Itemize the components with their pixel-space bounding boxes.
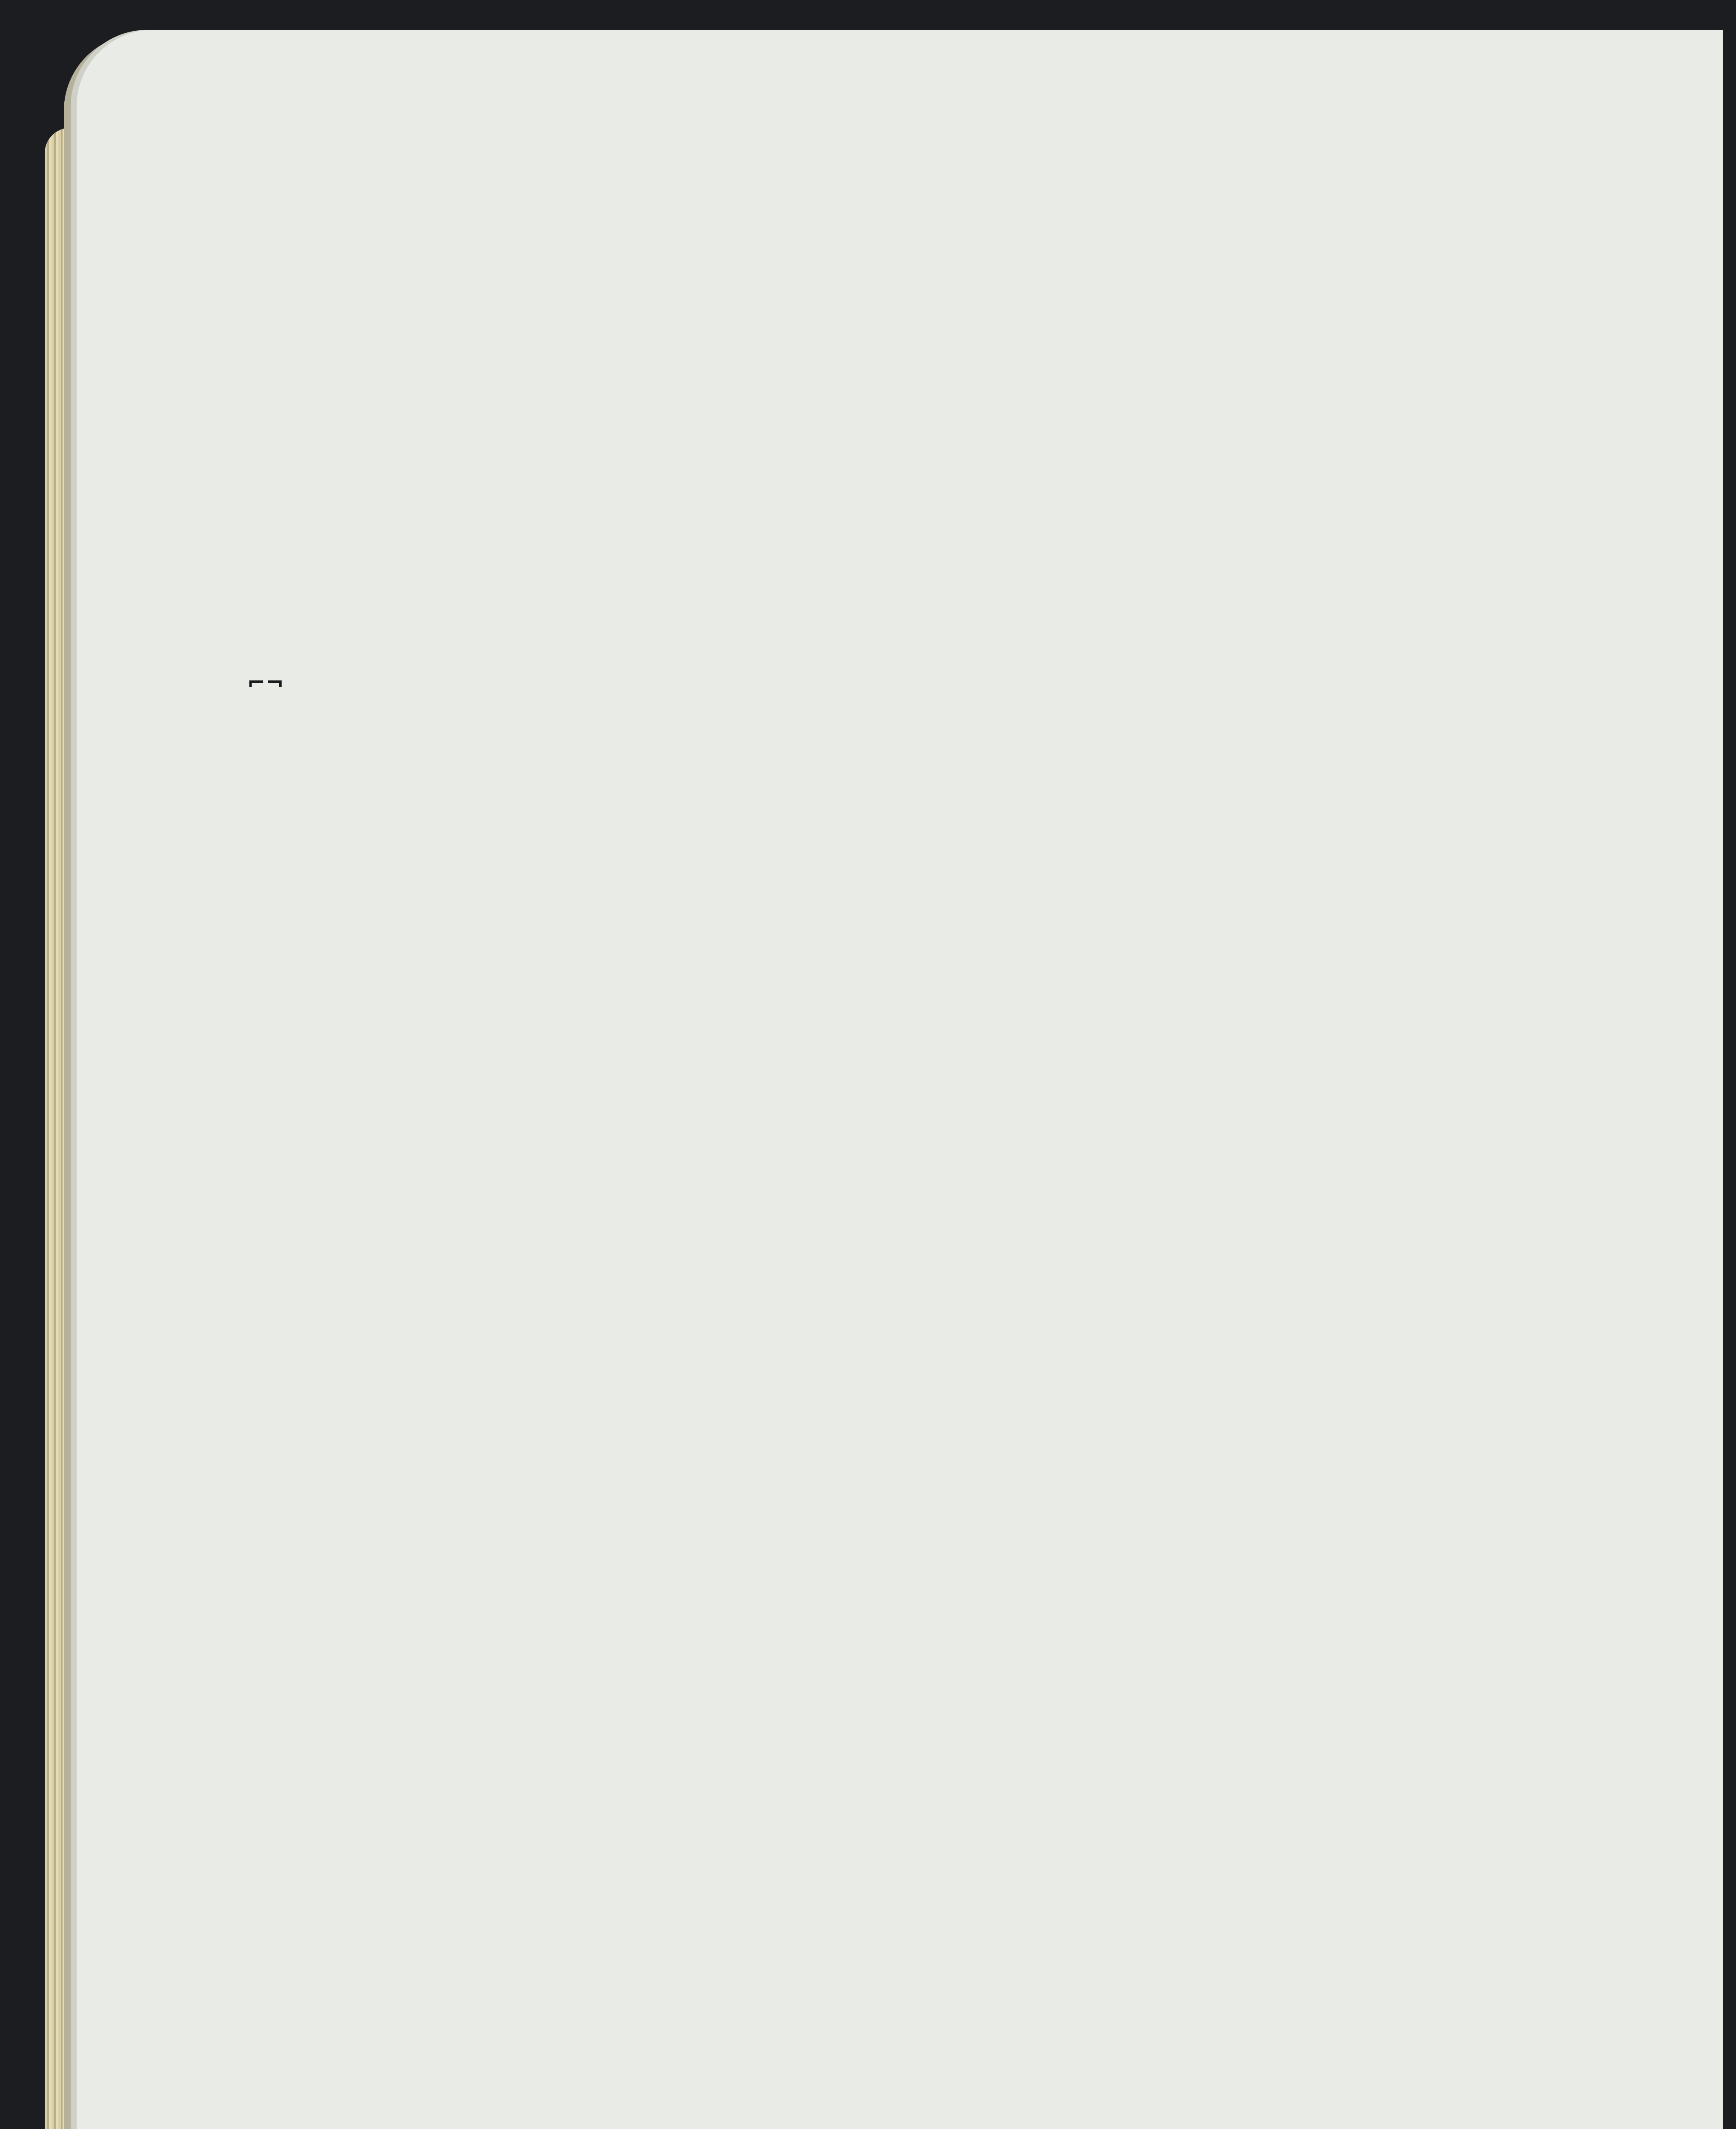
mileage-label: ⌐¬	[247, 670, 284, 696]
route-84-mileage-header	[230, 664, 1736, 766]
route-84-title	[230, 549, 1736, 622]
route-84-section	[230, 549, 1736, 766]
route-84-accommodations	[230, 622, 1736, 664]
book-page	[77, 30, 1723, 2129]
running-head	[230, 81, 1736, 145]
